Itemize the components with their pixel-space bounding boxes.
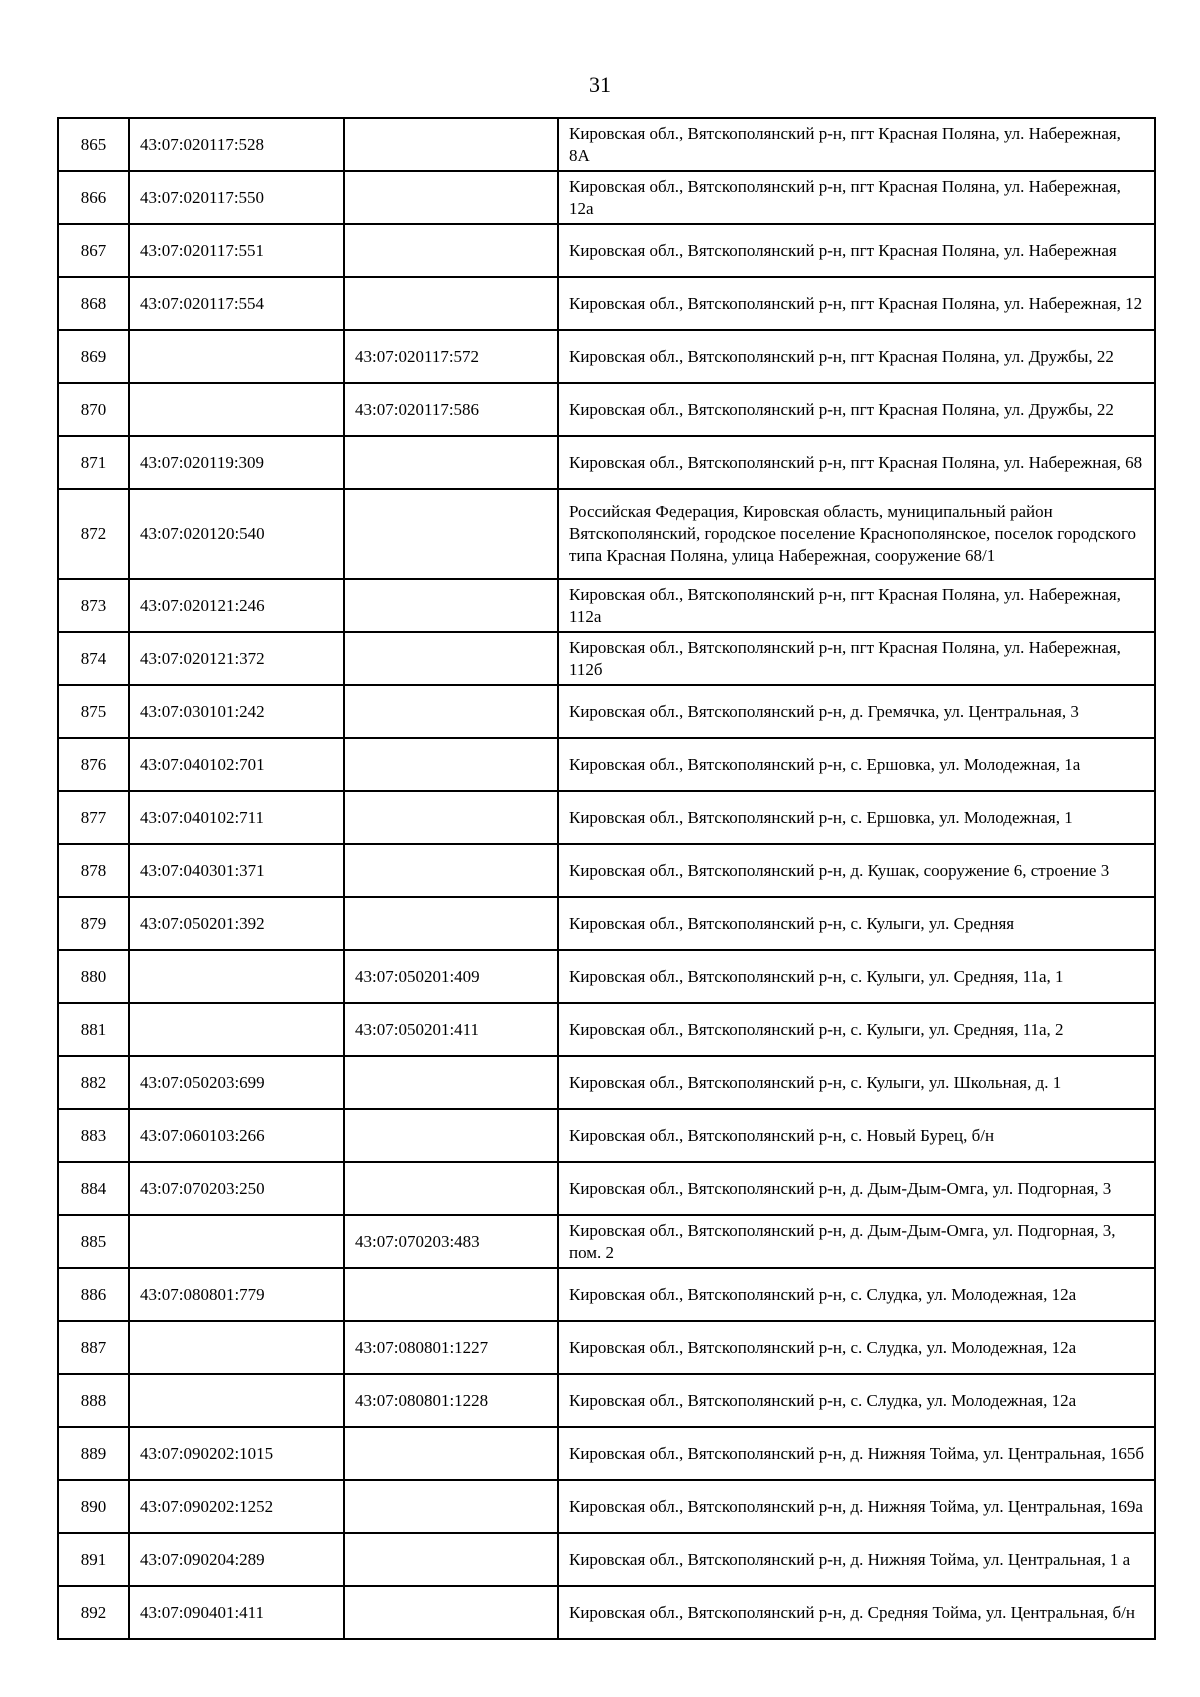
building-cadastral-number-cell <box>344 1162 558 1215</box>
table-row <box>58 1480 1155 1533</box>
address-cell: Кировская обл., Вятскополянский р-н, с. Ершовка, ул. Молодежная, 1 <box>558 791 1155 844</box>
parcel-cadastral-number-cell: 43:07:030101:242 <box>129 685 344 738</box>
row-number-cell: 885 <box>58 1215 129 1268</box>
row-number-cell: 865 <box>58 118 129 171</box>
address-cell: Кировская обл., Вятскополянский р-н, д. Кушак, сооружение 6, строение 3 <box>558 844 1155 897</box>
row-number-cell: 879 <box>58 897 129 950</box>
parcel-cadastral-number-cell: 43:07:020119:309 <box>129 436 344 489</box>
parcel-cadastral-number-cell: 43:07:090401:411 <box>129 1586 344 1639</box>
row-number-cell: 883 <box>58 1109 129 1162</box>
table-row <box>58 489 1155 579</box>
parcel-cadastral-number-cell: 43:07:050201:392 <box>129 897 344 950</box>
row-number-cell: 881 <box>58 1003 129 1056</box>
address-cell: Кировская обл., Вятскополянский р-н, д. Дым-Дым-Омга, ул. Подгорная, 3 <box>558 1162 1155 1215</box>
building-cadastral-number-cell <box>344 489 558 579</box>
parcel-cadastral-number-cell: 43:07:080801:779 <box>129 1268 344 1321</box>
table-row <box>58 579 1155 632</box>
parcel-cadastral-number-cell <box>129 1003 344 1056</box>
address-cell: Кировская обл., Вятскополянский р-н, с. Слудка, ул. Молодежная, 12а <box>558 1374 1155 1427</box>
row-number-cell: 878 <box>58 844 129 897</box>
table-row <box>58 685 1155 738</box>
registry-table-body <box>58 118 1155 1639</box>
parcel-cadastral-number-cell: 43:07:020121:246 <box>129 579 344 632</box>
building-cadastral-number-cell <box>344 685 558 738</box>
table-row <box>58 171 1155 224</box>
row-number-cell: 886 <box>58 1268 129 1321</box>
table-row <box>58 1162 1155 1215</box>
building-cadastral-number-cell <box>344 436 558 489</box>
row-number-cell: 892 <box>58 1586 129 1639</box>
table-row <box>58 1215 1155 1268</box>
parcel-cadastral-number-cell: 43:07:020117:550 <box>129 171 344 224</box>
building-cadastral-number-cell: 43:07:080801:1227 <box>344 1321 558 1374</box>
building-cadastral-number-cell: 43:07:020117:572 <box>344 330 558 383</box>
building-cadastral-number-cell: 43:07:080801:1228 <box>344 1374 558 1427</box>
address-cell: Кировская обл., Вятскополянский р-н, с. Кулыги, ул. Средняя, 11а, 2 <box>558 1003 1155 1056</box>
row-number-cell: 880 <box>58 950 129 1003</box>
table-row <box>58 632 1155 685</box>
building-cadastral-number-cell: 43:07:020117:586 <box>344 383 558 436</box>
table-row <box>58 436 1155 489</box>
building-cadastral-number-cell <box>344 579 558 632</box>
table-row <box>58 1533 1155 1586</box>
parcel-cadastral-number-cell: 43:07:040301:371 <box>129 844 344 897</box>
address-cell: Кировская обл., Вятскополянский р-н, пгт Красная Поляна, ул. Дружбы, 22 <box>558 383 1155 436</box>
table-row <box>58 738 1155 791</box>
address-cell: Кировская обл., Вятскополянский р-н, пгт Красная Поляна, ул. Набережная, 12 <box>558 277 1155 330</box>
row-number-cell: 891 <box>58 1533 129 1586</box>
parcel-cadastral-number-cell: 43:07:020117:554 <box>129 277 344 330</box>
table-row <box>58 277 1155 330</box>
table-row <box>58 118 1155 171</box>
table-row <box>58 1586 1155 1639</box>
table-row <box>58 224 1155 277</box>
table-row <box>58 1056 1155 1109</box>
row-number-cell: 870 <box>58 383 129 436</box>
parcel-cadastral-number-cell <box>129 1374 344 1427</box>
address-cell: Кировская обл., Вятскополянский р-н, с. Слудка, ул. Молодежная, 12а <box>558 1268 1155 1321</box>
address-cell: Кировская обл., Вятскополянский р-н, с. Ершовка, ул. Молодежная, 1а <box>558 738 1155 791</box>
address-cell: Кировская обл., Вятскополянский р-н, д. Нижняя Тойма, ул. Центральная, 1 а <box>558 1533 1155 1586</box>
address-cell: Кировская обл., Вятскополянский р-н, пгт Красная Поляна, ул. Набережная, 112а <box>558 579 1155 632</box>
table-row <box>58 1268 1155 1321</box>
parcel-cadastral-number-cell: 43:07:040102:711 <box>129 791 344 844</box>
table-row <box>58 330 1155 383</box>
table-row <box>58 1003 1155 1056</box>
parcel-cadastral-number-cell: 43:07:040102:701 <box>129 738 344 791</box>
address-cell: Кировская обл., Вятскополянский р-н, д. Гремячка, ул. Центральная, 3 <box>558 685 1155 738</box>
row-number-cell: 876 <box>58 738 129 791</box>
row-number-cell: 869 <box>58 330 129 383</box>
table-row <box>58 844 1155 897</box>
registry-table <box>57 117 1156 1640</box>
row-number-cell: 888 <box>58 1374 129 1427</box>
building-cadastral-number-cell <box>344 1056 558 1109</box>
parcel-cadastral-number-cell: 43:07:070203:250 <box>129 1162 344 1215</box>
address-cell: Кировская обл., Вятскополянский р-н, с. Слудка, ул. Молодежная, 12а <box>558 1321 1155 1374</box>
building-cadastral-number-cell <box>344 1268 558 1321</box>
parcel-cadastral-number-cell: 43:07:020121:372 <box>129 632 344 685</box>
page-number: 31 <box>589 72 611 97</box>
parcel-cadastral-number-cell: 43:07:020117:528 <box>129 118 344 171</box>
row-number-cell: 871 <box>58 436 129 489</box>
table-row <box>58 1321 1155 1374</box>
row-number-cell: 884 <box>58 1162 129 1215</box>
row-number-cell: 868 <box>58 277 129 330</box>
address-cell: Кировская обл., Вятскополянский р-н, пгт Красная Поляна, ул. Дружбы, 22 <box>558 330 1155 383</box>
table-row <box>58 1109 1155 1162</box>
table-row <box>58 791 1155 844</box>
parcel-cadastral-number-cell <box>129 1215 344 1268</box>
parcel-cadastral-number-cell: 43:07:050203:699 <box>129 1056 344 1109</box>
building-cadastral-number-cell <box>344 1427 558 1480</box>
building-cadastral-number-cell <box>344 844 558 897</box>
parcel-cadastral-number-cell: 43:07:020117:551 <box>129 224 344 277</box>
address-cell: Кировская обл., Вятскополянский р-н, с. Новый Бурец, б/н <box>558 1109 1155 1162</box>
building-cadastral-number-cell: 43:07:050201:411 <box>344 1003 558 1056</box>
row-number-cell: 867 <box>58 224 129 277</box>
building-cadastral-number-cell <box>344 1586 558 1639</box>
building-cadastral-number-cell <box>344 171 558 224</box>
row-number-cell: 882 <box>58 1056 129 1109</box>
building-cadastral-number-cell <box>344 632 558 685</box>
address-cell: Российская Федерация, Кировская область, муниципальный район Вятскополянский, городское поселение Краснополянское, поселок городского типа Красная Поляна, улица Набережная, сооружение 68/1 <box>558 489 1155 579</box>
parcel-cadastral-number-cell: 43:07:090202:1015 <box>129 1427 344 1480</box>
building-cadastral-number-cell <box>344 118 558 171</box>
building-cadastral-number-cell <box>344 1480 558 1533</box>
row-number-cell: 890 <box>58 1480 129 1533</box>
building-cadastral-number-cell <box>344 1109 558 1162</box>
building-cadastral-number-cell <box>344 1533 558 1586</box>
parcel-cadastral-number-cell <box>129 383 344 436</box>
address-cell: Кировская обл., Вятскополянский р-н, пгт Красная Поляна, ул. Набережная, 8А <box>558 118 1155 171</box>
building-cadastral-number-cell <box>344 738 558 791</box>
row-number-cell: 889 <box>58 1427 129 1480</box>
table-row <box>58 1427 1155 1480</box>
row-number-cell: 875 <box>58 685 129 738</box>
parcel-cadastral-number-cell: 43:07:090204:289 <box>129 1533 344 1586</box>
address-cell: Кировская обл., Вятскополянский р-н, д. Средняя Тойма, ул. Центральная, б/н <box>558 1586 1155 1639</box>
parcel-cadastral-number-cell <box>129 1321 344 1374</box>
row-number-cell: 873 <box>58 579 129 632</box>
address-cell: Кировская обл., Вятскополянский р-н, д. Нижняя Тойма, ул. Центральная, 169а <box>558 1480 1155 1533</box>
address-cell: Кировская обл., Вятскополянский р-н, пгт Красная Поляна, ул. Набережная <box>558 224 1155 277</box>
address-cell: Кировская обл., Вятскополянский р-н, с. Кулыги, ул. Школьная, д. 1 <box>558 1056 1155 1109</box>
address-cell: Кировская обл., Вятскополянский р-н, д. Нижняя Тойма, ул. Центральная, 165б <box>558 1427 1155 1480</box>
row-number-cell: 872 <box>58 489 129 579</box>
table-row <box>58 950 1155 1003</box>
address-cell: Кировская обл., Вятскополянский р-н, д. Дым-Дым-Омга, ул. Подгорная, 3, пом. 2 <box>558 1215 1155 1268</box>
table-row <box>58 383 1155 436</box>
address-cell: Кировская обл., Вятскополянский р-н, с. Кулыги, ул. Средняя, 11а, 1 <box>558 950 1155 1003</box>
parcel-cadastral-number-cell <box>129 330 344 383</box>
table-row <box>58 1374 1155 1427</box>
parcel-cadastral-number-cell: 43:07:090202:1252 <box>129 1480 344 1533</box>
building-cadastral-number-cell: 43:07:070203:483 <box>344 1215 558 1268</box>
building-cadastral-number-cell <box>344 897 558 950</box>
address-cell: Кировская обл., Вятскополянский р-н, пгт Красная Поляна, ул. Набережная, 12а <box>558 171 1155 224</box>
address-cell: Кировская обл., Вятскополянский р-н, пгт Красная Поляна, ул. Набережная, 112б <box>558 632 1155 685</box>
building-cadastral-number-cell <box>344 224 558 277</box>
row-number-cell: 887 <box>58 1321 129 1374</box>
building-cadastral-number-cell <box>344 791 558 844</box>
table-row <box>58 897 1155 950</box>
parcel-cadastral-number-cell: 43:07:020120:540 <box>129 489 344 579</box>
parcel-cadastral-number-cell <box>129 950 344 1003</box>
building-cadastral-number-cell <box>344 277 558 330</box>
row-number-cell: 866 <box>58 171 129 224</box>
parcel-cadastral-number-cell: 43:07:060103:266 <box>129 1109 344 1162</box>
address-cell: Кировская обл., Вятскополянский р-н, пгт Красная Поляна, ул. Набережная, 68 <box>558 436 1155 489</box>
building-cadastral-number-cell: 43:07:050201:409 <box>344 950 558 1003</box>
row-number-cell: 877 <box>58 791 129 844</box>
address-cell: Кировская обл., Вятскополянский р-н, с. Кулыги, ул. Средняя <box>558 897 1155 950</box>
row-number-cell: 874 <box>58 632 129 685</box>
